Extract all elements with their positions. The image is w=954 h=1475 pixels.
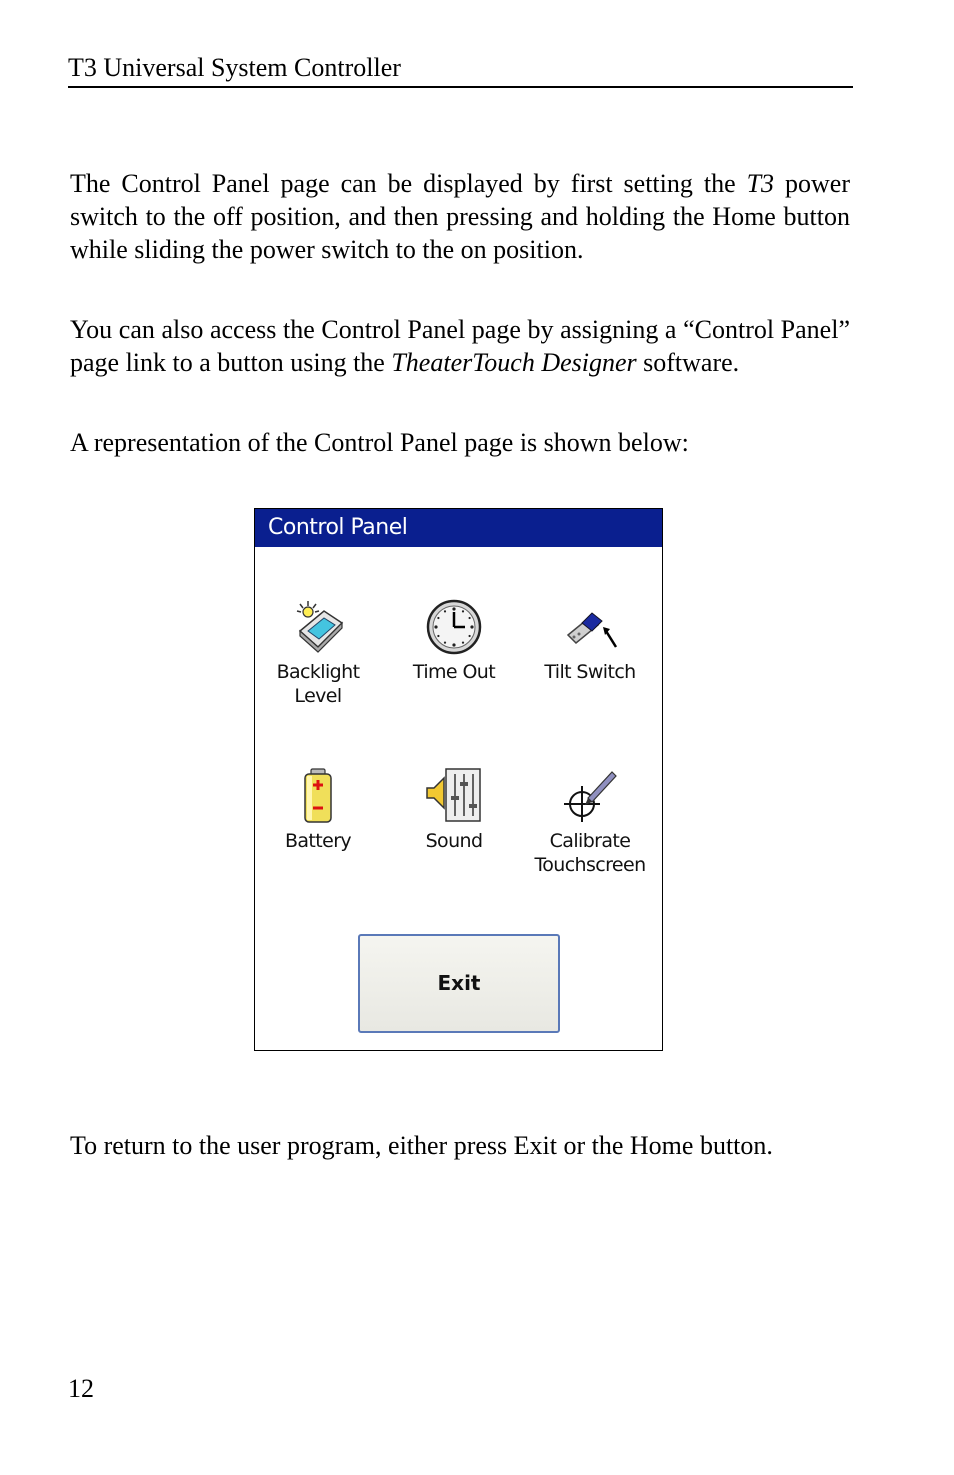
item-label: Sound [425,830,483,852]
item-label: Level [294,685,342,707]
item-label: Time Out [412,661,496,683]
paragraph-representation: A representation of the Control Panel page is shown below: [70,428,689,457]
backlight-level-item[interactable] [250,597,386,708]
time-out-item[interactable] [386,597,522,684]
tilt-switch-item[interactable] [522,597,658,684]
crosshair-icon [560,766,620,826]
clock-icon [424,597,484,657]
battery-item[interactable] [250,766,386,853]
running-header: T3 Universal System Controller [68,52,853,88]
control-panel-window [254,508,663,1051]
sound-item[interactable] [386,766,522,853]
tilt-switch-icon [560,597,620,657]
paragraph-return: To return to the user program, either press Exit or the Home button. [70,1131,773,1160]
backlight-icon [288,597,348,657]
paragraph-intro: The Control Panel page can be displayed by first setting the T3 power switch to the off position, and then pressing and holding the Home button while sliding the power switch to the on position. [70,169,851,264]
item-label: Touchscreen [534,854,646,876]
item-label: Battery [284,830,352,852]
item-label: Backlight [276,661,360,683]
item-label: Calibrate [549,830,631,852]
item-label: Tilt Switch [544,661,636,683]
page-number: 12 [68,1374,94,1403]
exit-button[interactable]: Exit [358,934,560,1033]
speaker-icon [424,766,484,826]
window-titlebar: Control Panel [255,509,662,547]
battery-icon [288,766,348,826]
calibrate-touchscreen-item[interactable] [522,766,658,877]
paragraph-access: You can also access the Control Panel page by assigning a “Control Panel” page link to a button using the TheaterTouch Designer software. [70,315,850,377]
